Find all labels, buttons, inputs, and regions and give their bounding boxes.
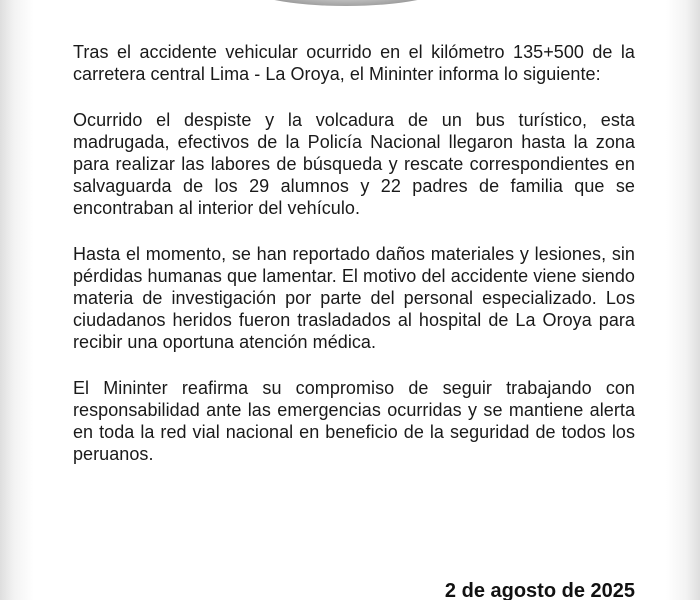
paragraph-intro: Tras el accidente vehicular ocurrido en el kilómetro 135+500 de la carretera central Lima - La Oroya, el Mininter informa lo siguiente: — [73, 42, 635, 84]
paragraph-commitment: El Mininter reafirma su compromiso de seguir trabajando con responsabilidad ante las emergencias ocurridas y se mantiene alerta en toda la red vial nacional en beneficio de la seguridad de todos los peruanos. — [73, 378, 635, 464]
emblem-icon — [246, 0, 446, 6]
statement-body — [73, 41, 635, 489]
statement-date: 2 de agosto de 2025 — [444, 580, 635, 600]
paragraph-rescue: Ocurrido el despiste y la volcadura de un bus turístico, esta madrugada, efectivos de la Policía Nacional llegaron hasta la zona para realizar las labores de búsqueda y rescate correspondientes en salvaguarda de los 29 alumnos y 22 padres de familia que se encontraban al interior del vehículo. — [73, 110, 635, 218]
paragraph-status: Hasta el momento, se han reportado daños materiales y lesiones, sin pérdidas humanas que lamentar. El motivo del accidente viene siendo materia de investigación por parte del personal especializado. Los ciudadanos heridos fueron trasladados al hospital de La Oroya para recibir una oportuna atención médica. — [73, 244, 635, 352]
